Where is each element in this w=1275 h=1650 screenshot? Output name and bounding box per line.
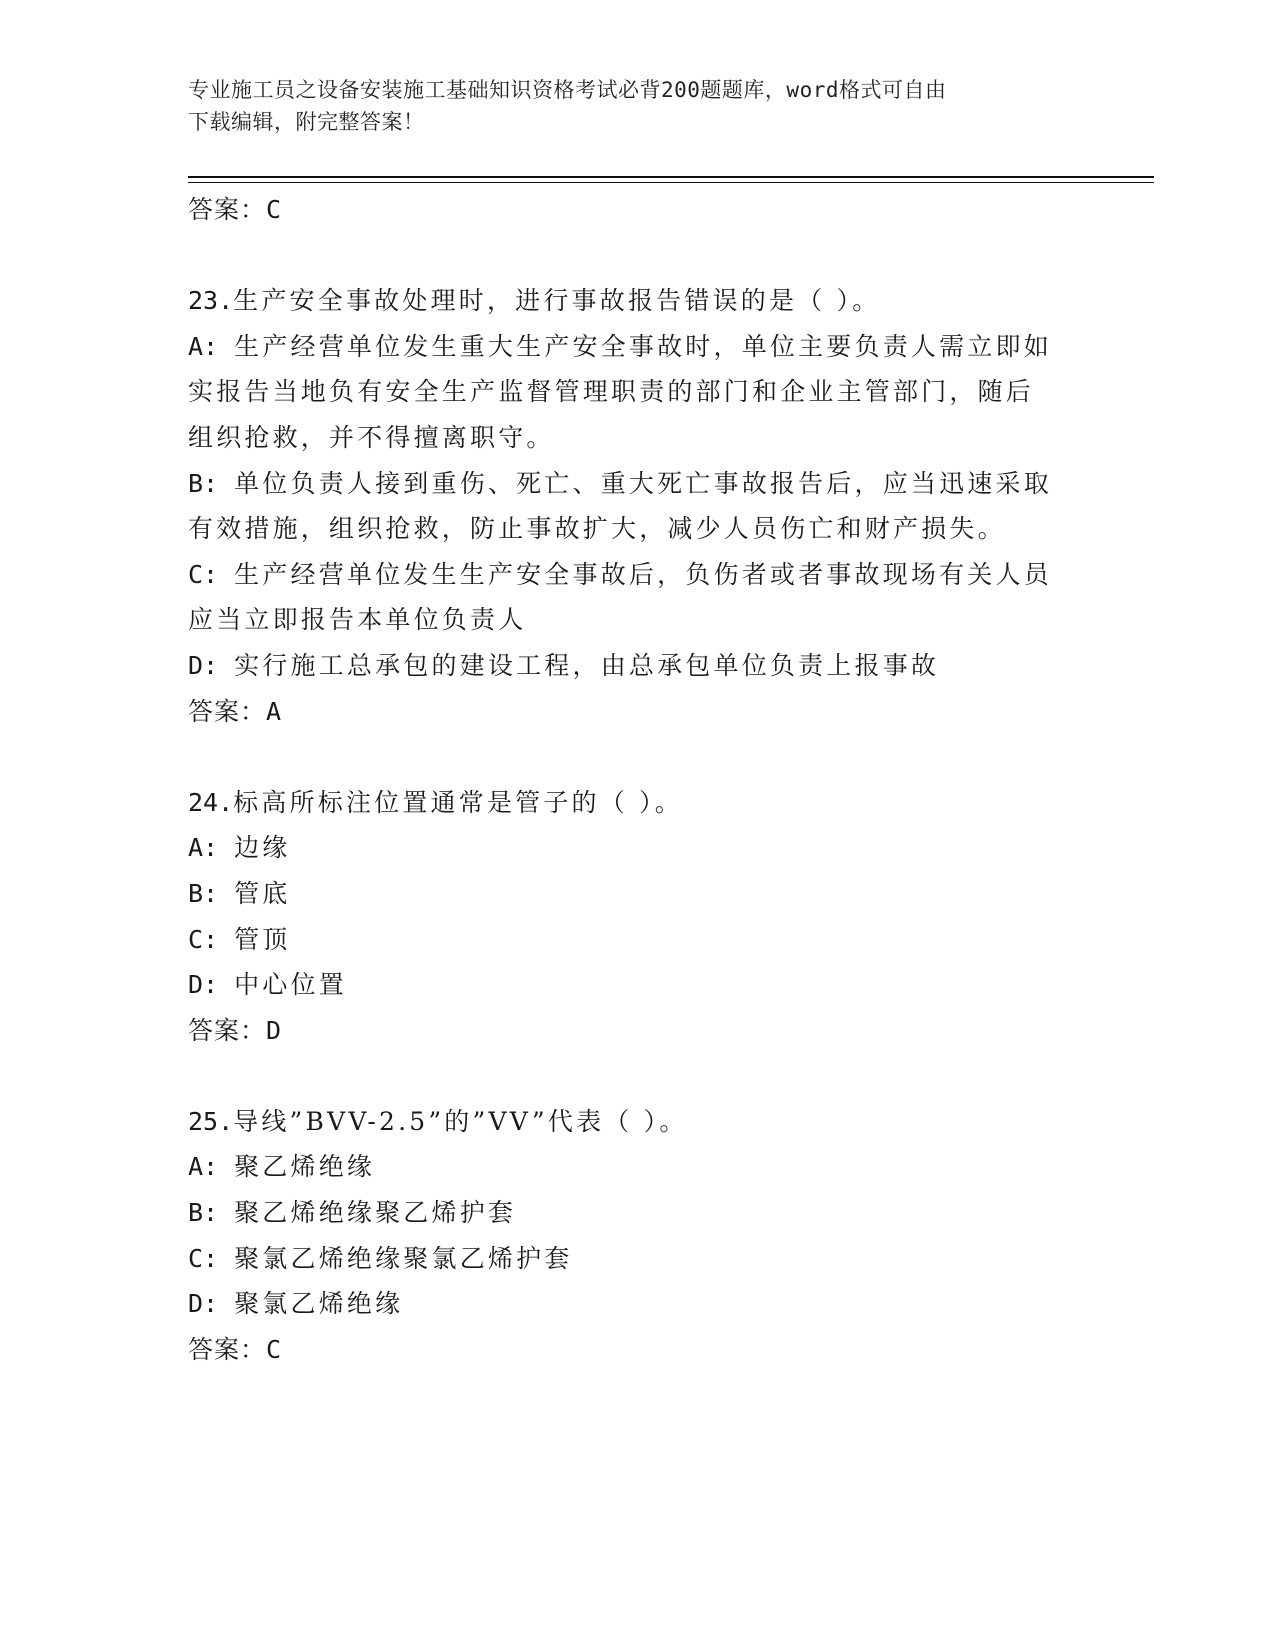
option-key: D: — [188, 650, 219, 680]
option-line — [188, 324, 1088, 370]
question-text: 导线”BVV-2.5”的”VV”代表（ ）。 — [233, 1106, 688, 1136]
question-number: 23. — [188, 286, 234, 316]
question-block-25 — [188, 1099, 1088, 1373]
option-text: 生产经营单位发生生产安全事故后，负伤者或者事故现场有关人员 — [234, 559, 1052, 589]
page-header — [188, 74, 1068, 138]
option-text: 实行施工总承包的建设工程，由总承包单位负责上报事故 — [234, 650, 940, 680]
option-line — [188, 825, 1088, 871]
option-line — [188, 552, 1088, 598]
option-key: B: — [188, 468, 219, 498]
option-continuation: 应当立即报告本单位负责人 — [188, 605, 527, 635]
spacer — [188, 1053, 1088, 1099]
option-line — [188, 1190, 1088, 1236]
header-line-2: 下载编辑，附完整答案！ — [188, 110, 425, 134]
option-key: A: — [188, 833, 219, 863]
option-key: B: — [188, 878, 219, 908]
previous-answer: 答案：C — [188, 195, 283, 224]
spacer — [188, 233, 1088, 279]
option-text: 聚乙烯绝缘 — [234, 1152, 376, 1182]
header-rule-thick — [188, 176, 1154, 178]
question-text: 标高所标注位置通常是管子的（ ）。 — [233, 787, 684, 817]
answer-line: 答案：C — [188, 1334, 283, 1364]
question-block-23 — [188, 278, 1088, 734]
option-key: D: — [188, 1289, 219, 1319]
option-text: 聚氯乙烯绝缘聚氯乙烯护套 — [234, 1243, 573, 1273]
question-content — [188, 187, 1088, 1372]
option-text: 单位负责人接到重伤、死亡、重大死亡事故报告后，应当迅速采取 — [234, 468, 1052, 498]
option-text: 边缘 — [234, 833, 291, 863]
question-number: 24. — [188, 787, 234, 817]
question-stem — [188, 278, 1088, 324]
option-line — [188, 1144, 1088, 1190]
option-key: A: — [188, 1152, 219, 1182]
question-block-24 — [188, 780, 1088, 1054]
option-line — [188, 643, 1088, 689]
option-key: B: — [188, 1198, 219, 1228]
option-continuation: 实报告当地负有安全生产监督管理职责的部门和企业主管部门，随后 — [188, 377, 1035, 407]
question-stem — [188, 780, 1088, 826]
option-continuation: 有效措施，组织抢救，防止事故扩大，减少人员伤亡和财产损失。 — [188, 514, 1006, 544]
spacer — [188, 734, 1088, 780]
option-key: C: — [188, 559, 219, 589]
option-text: 聚氯乙烯绝缘 — [234, 1289, 404, 1319]
option-text: 聚乙烯绝缘聚乙烯护套 — [234, 1198, 517, 1228]
option-text: 管顶 — [234, 924, 291, 954]
option-continuation: 组织抢救，并不得擅离职守。 — [188, 422, 555, 452]
header-line-1: 专业施工员之设备安装施工基础知识资格考试必背200题题库，word格式可自由 — [188, 78, 947, 102]
question-text: 生产安全事故处理时，进行事故报告错误的是（ ）。 — [233, 286, 881, 316]
option-line — [188, 1236, 1088, 1282]
option-line — [188, 461, 1088, 507]
option-line — [188, 871, 1088, 917]
option-line — [188, 962, 1088, 1008]
answer-line: 答案：A — [188, 696, 283, 726]
option-line — [188, 1281, 1088, 1327]
question-stem — [188, 1099, 1088, 1145]
option-text: 中心位置 — [234, 970, 347, 1000]
option-text: 管底 — [234, 878, 291, 908]
option-key: C: — [188, 1243, 219, 1273]
option-line — [188, 917, 1088, 963]
answer-line: 答案：D — [188, 1015, 283, 1045]
option-text: 生产经营单位发生重大生产安全事故时，单位主要负责人需立即如 — [234, 331, 1052, 361]
question-number: 25. — [188, 1106, 234, 1136]
option-key: A: — [188, 331, 219, 361]
header-rule-thin — [188, 182, 1154, 183]
option-key: D: — [188, 970, 219, 1000]
option-key: C: — [188, 924, 219, 954]
